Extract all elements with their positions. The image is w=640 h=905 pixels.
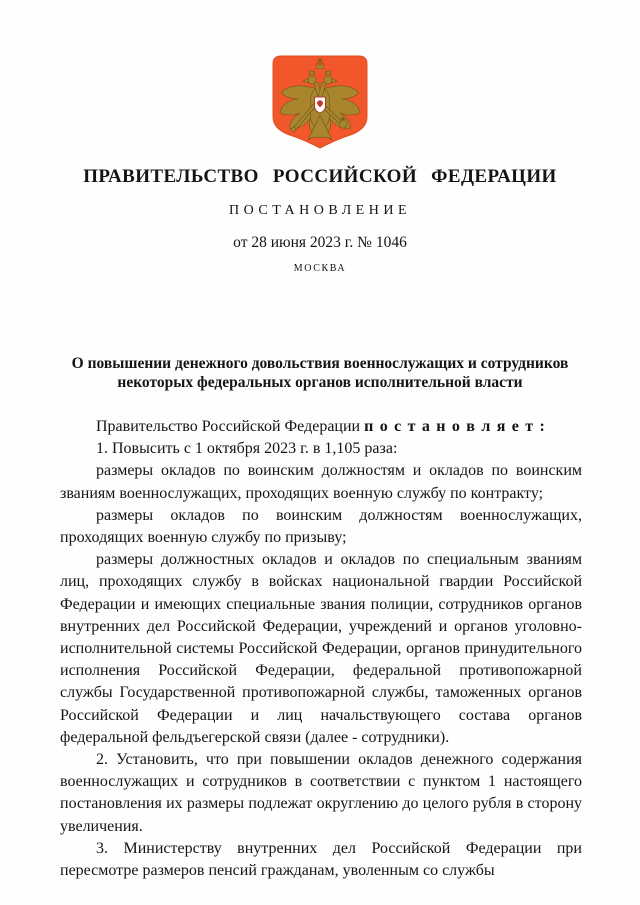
intro-resolves-bold: п о с т а н о в л я е т : <box>364 418 547 435</box>
date-and-number-line: от 28 июня 2023 г. № 1046 <box>233 234 407 251</box>
russia-coat-of-arms-icon <box>272 55 368 149</box>
body-paragraph: размеры должностных окладов и окладов по специальным званиям лиц, проходящих службу в войсках национальной гвардии Российской Федерации и имеющих специальные звания полиции, сотрудников органов внутренних дел Российской Федерации, учреждений и органов уголовно-исполнительной системы Российской Федерации, органов принудительного исполнения Российской Федерации, федеральной противопожарной службы Государственной противопожарной службы, таможенных органов Российской Федерации и лиц начальствующего состава органов федеральной фельдъегерской связи (далее - сотрудники). <box>60 551 582 746</box>
intro-paragraph <box>60 416 582 438</box>
body-paragraph: 3. Министерству внутренних дел Российской Федерации при пересмотре размеров пенсий гражданам, уволенным со службы <box>60 839 582 880</box>
decree-body <box>60 416 582 882</box>
intro-prefix: Правительство Российской Федерации <box>96 418 365 435</box>
body-paragraph: 1. Повысить с 1 октября 2023 г. в 1,105 раза: <box>96 440 398 458</box>
decree-subject-line2: некоторых федеральных органов исполнительной власти <box>117 374 523 391</box>
body-paragraph: размеры окладов по воинским должностям военнослужащих, проходящих военную службу по призыву; <box>60 506 582 547</box>
decree-subject-line1: О повышении денежного довольствия военнослужащих и сотрудников <box>71 355 569 372</box>
body-paragraph: 2. Установить, что при повышении окладов денежного содержания военнослужащих и сотрудников в соответствии с пунктом 1 настоящего постановления их размеры подлежат округлению до целого рубля в сторону увеличения. <box>60 751 582 835</box>
authority-title: ПРАВИТЕЛЬСТВО РОССИЙСКОЙ ФЕДЕРАЦИИ <box>83 166 557 187</box>
decree-subject <box>0 354 640 392</box>
city-label: МОСКВА <box>293 263 347 274</box>
document-type: ПОСТАНОВЛЕНИЕ <box>228 203 412 218</box>
body-paragraph: размеры окладов по воинским должностям и окладов по воинским званиям военнослужащих, проходящих военную службу по контракту; <box>60 462 582 502</box>
